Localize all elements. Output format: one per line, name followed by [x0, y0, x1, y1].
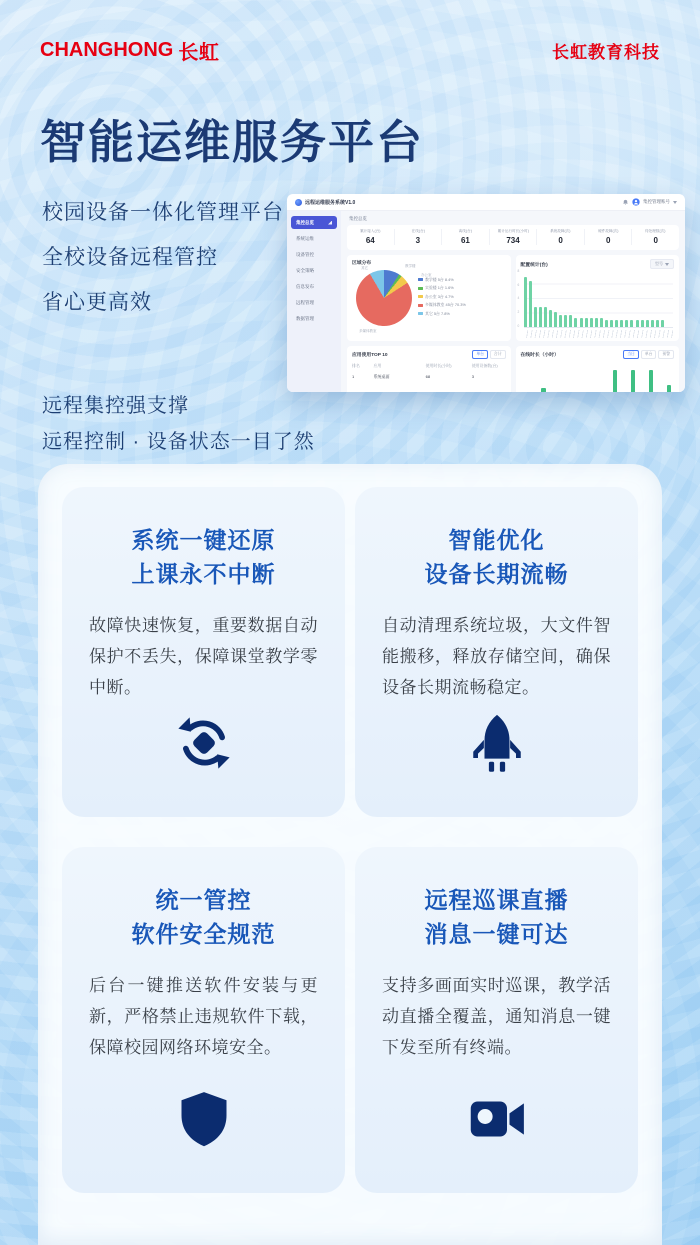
card-title-line: 设备长期流畅 [424, 561, 569, 587]
stat-label: 硬件故障(次) [597, 229, 619, 233]
bar [559, 315, 562, 327]
card-body: 故障快速恢复，重要数据自动保护不丢失，保障课堂教学零中断。 [89, 616, 318, 697]
pie-callout: 办公室 [421, 273, 432, 277]
chevron-down-icon[interactable] [673, 201, 677, 204]
sidebar-item-label: 集控总览 [296, 220, 314, 225]
table-cell: 系统桌面 [373, 374, 390, 379]
bar [630, 320, 633, 327]
section-subheading: 远程控制 · 设备状态一目了然 [42, 431, 315, 453]
table-header-cell: 排名 [352, 363, 360, 368]
bar [641, 320, 644, 327]
card-title-line: 上课永不中断 [131, 561, 276, 587]
stats-row [347, 225, 679, 250]
feature-card [355, 847, 638, 1193]
bar [569, 315, 572, 327]
legend-swatch [418, 295, 423, 298]
dashboard-topbar [287, 194, 685, 211]
online-toggle[interactable]: 预警 [658, 350, 674, 359]
y-tick-label: 4 [517, 296, 520, 301]
bar [549, 310, 552, 327]
legend-label: 多媒体教室 45台 70.3% [425, 302, 466, 308]
y-tick-label: 2 [517, 310, 520, 315]
bar [590, 318, 593, 327]
table-header-cell: 使用时长(小时) [425, 363, 452, 368]
legend-item [418, 285, 506, 291]
bar [539, 307, 542, 327]
stat-item [632, 229, 679, 245]
legend-item [418, 302, 506, 308]
bar [631, 370, 636, 392]
legend-label: 实验楼 1台 1.6% [425, 285, 454, 291]
stat-item [585, 229, 633, 245]
online-time-panel [516, 346, 680, 392]
breadcrumb: 集控总览 [349, 216, 367, 221]
stat-label: 在线(台) [411, 229, 425, 233]
legend-label: 其它 5台 7.8% [425, 310, 450, 316]
brand-right-label: 长虹教育科技 [552, 43, 660, 62]
bar [564, 315, 567, 327]
bar [580, 318, 583, 327]
dashboard-app-title: 远程运维服务系统V1.0 [305, 199, 356, 206]
card-title [355, 883, 638, 951]
logo-text-cn: 长虹 [178, 42, 220, 64]
intro-list [42, 190, 284, 325]
bar [667, 385, 672, 392]
bell-icon[interactable] [622, 199, 629, 206]
stat-value: 0 [605, 236, 611, 245]
account-label[interactable]: 集控管理账号 [643, 199, 670, 204]
y-tick-label: 6 [517, 282, 520, 287]
bar [595, 318, 598, 327]
bar [544, 307, 547, 327]
legend-swatch [418, 278, 423, 281]
table-panel-title: 应用使用TOP 10 [352, 353, 388, 358]
bar [529, 281, 532, 327]
sidebar-item[interactable] [291, 216, 337, 229]
bar [574, 318, 577, 327]
chevron-down-icon [665, 263, 669, 266]
dashboard-main [341, 211, 685, 392]
cards-container [38, 464, 662, 1245]
bar [585, 318, 588, 327]
online-toggle-group [623, 350, 674, 359]
stat-label: 离线(台) [458, 229, 473, 233]
table-cell: 1 [352, 374, 355, 379]
table-header-row [352, 363, 506, 369]
pie-callout: 其它 [361, 266, 368, 270]
online-toggle[interactable]: 单台 [641, 350, 657, 359]
card-title [355, 523, 638, 591]
logo-text-en: CHANGHONG [40, 39, 174, 61]
table-header-cell: 应用 [373, 363, 382, 368]
bar [636, 320, 639, 327]
bar [649, 370, 654, 392]
section-heading: 远程集控强支撑 [42, 395, 189, 417]
intro-line: 校园设备一体化管理平台 [42, 201, 284, 224]
legend-item [418, 294, 506, 300]
stat-value: 61 [460, 236, 470, 245]
card-title-line: 远程巡课直播 [424, 887, 569, 913]
stat-value: 734 [506, 236, 520, 245]
card-title-line: 统一管控 [155, 887, 252, 913]
bar [625, 320, 628, 327]
card-title-line: 智能优化 [448, 527, 545, 553]
feature-card [62, 847, 345, 1193]
sidebar-item-label: 设备管控 [296, 252, 314, 257]
online-panel-title: 在线时长（小时） [520, 353, 559, 358]
cards-grid [62, 487, 638, 1193]
dashboard-logo-icon [295, 199, 302, 206]
card-title-line: 消息一键可达 [424, 921, 569, 947]
bar [534, 307, 537, 327]
legend-item [418, 311, 506, 317]
model-filter-select[interactable] [650, 259, 674, 269]
table-cell: 3 [471, 374, 474, 379]
model-filter-label: 型号 [655, 261, 663, 266]
bar [620, 320, 623, 327]
sidebar-item-label: 信息发布 [296, 284, 314, 289]
bar-x-tick-labels [524, 330, 674, 338]
y-tick-label: 0 [517, 323, 520, 328]
table-row [352, 374, 506, 380]
stat-value: 0 [558, 236, 563, 245]
card-title-line: 系统一键还原 [131, 527, 276, 553]
card-title [62, 883, 345, 951]
stat-item [442, 229, 490, 245]
page-title: 智能运维服务平台 [40, 116, 424, 168]
sync-icon [174, 713, 234, 773]
card-body: 支持多画面实时巡课，教学活动直播全覆盖，通知消息一键下发至所有终端。 [382, 976, 611, 1057]
dashboard-sidebar [287, 211, 341, 392]
card-body: 自动清理系统垃圾，大文件智能搬移，释放存储空间，确保设备长期流畅稳定。 [382, 616, 611, 697]
rocket-icon [467, 713, 527, 773]
sidebar-item[interactable] [291, 232, 337, 245]
legend-swatch [418, 287, 423, 290]
bar-panel-title: 配置统计(台) [520, 262, 548, 268]
avatar-icon[interactable] [632, 198, 640, 206]
sidebar-item[interactable] [291, 264, 337, 277]
section-text [42, 388, 315, 460]
changhong-logo [40, 36, 219, 65]
table-cell: 68 [425, 374, 431, 379]
sidebar-item-label: 安全策略 [296, 268, 314, 273]
stat-value: 3 [415, 236, 421, 245]
bar [615, 320, 618, 327]
bar [541, 388, 546, 392]
page-header [40, 36, 660, 65]
sidebar-item-label: 系统运维 [296, 236, 314, 241]
card-title-line: 软件安全规范 [131, 921, 276, 947]
sidebar-item-label: 远程管理 [296, 300, 314, 305]
bar [610, 320, 613, 327]
online-bar-chart [524, 366, 672, 392]
bar [661, 320, 664, 327]
dashboard-screenshot [287, 194, 685, 392]
stat-item [537, 229, 585, 245]
region-pie-chart [356, 270, 412, 326]
bar [605, 320, 608, 327]
bar [524, 277, 527, 327]
pie-callout: 多媒体教室 [359, 329, 377, 333]
app-usage-table-panel [347, 346, 511, 392]
legend-swatch [418, 304, 423, 307]
y-tick-label: 8 [517, 269, 520, 273]
camera-icon [467, 1089, 527, 1149]
bar [554, 312, 557, 327]
table-toggle[interactable]: 合计 [490, 350, 506, 359]
bar [613, 370, 618, 392]
feature-card [355, 487, 638, 817]
sidebar-item-icon [328, 221, 332, 225]
config-bar-chart [524, 270, 674, 328]
sidebar-item[interactable] [291, 280, 337, 293]
pie-callout: 教学楼 [405, 264, 416, 268]
stat-value: 64 [365, 236, 375, 245]
bar-panel [516, 255, 680, 341]
stat-label: 系统故障(次) [550, 229, 571, 233]
sidebar-item[interactable] [291, 312, 337, 325]
table-toggle[interactable]: 单台 [472, 350, 488, 359]
pie-legend [418, 277, 506, 320]
stat-item [347, 229, 395, 245]
sidebar-item[interactable] [291, 296, 337, 309]
feature-card [62, 487, 345, 817]
pie-panel [347, 255, 511, 341]
sidebar-item-label: 数据管理 [296, 316, 314, 321]
table-toggle-group [472, 350, 505, 359]
intro-line: 全校设备远程管控 [42, 246, 218, 269]
stat-label: 待处理数(次) [645, 229, 666, 233]
bar [600, 318, 603, 327]
stat-item [395, 229, 443, 245]
stat-item [490, 229, 538, 245]
legend-swatch [418, 312, 423, 315]
shield-icon [174, 1089, 234, 1149]
intro-line: 省心更高效 [42, 291, 152, 314]
bar-y-axis [518, 270, 520, 328]
bar [646, 320, 649, 327]
card-body: 后台一键推送软件安装与更新，严格禁止违规软件下载，保障校园网络环境安全。 [89, 976, 318, 1057]
table-header-cell: 使用设备数(台) [471, 363, 498, 368]
card-title [62, 523, 345, 591]
legend-label: 教学楼 5台 8.4% [425, 276, 454, 282]
stat-label: 累计运行时长(小时) [497, 229, 529, 233]
legend-label: 办公室 3台 4.7% [425, 293, 454, 299]
sidebar-item[interactable] [291, 248, 337, 261]
stat-label: 累计接入(台) [360, 229, 381, 233]
pie-panel-title: 区域分布 [352, 261, 372, 266]
stat-value: 0 [653, 236, 658, 245]
bar [656, 320, 659, 327]
bar [651, 320, 654, 327]
online-toggle[interactable]: 当日 [623, 350, 639, 359]
